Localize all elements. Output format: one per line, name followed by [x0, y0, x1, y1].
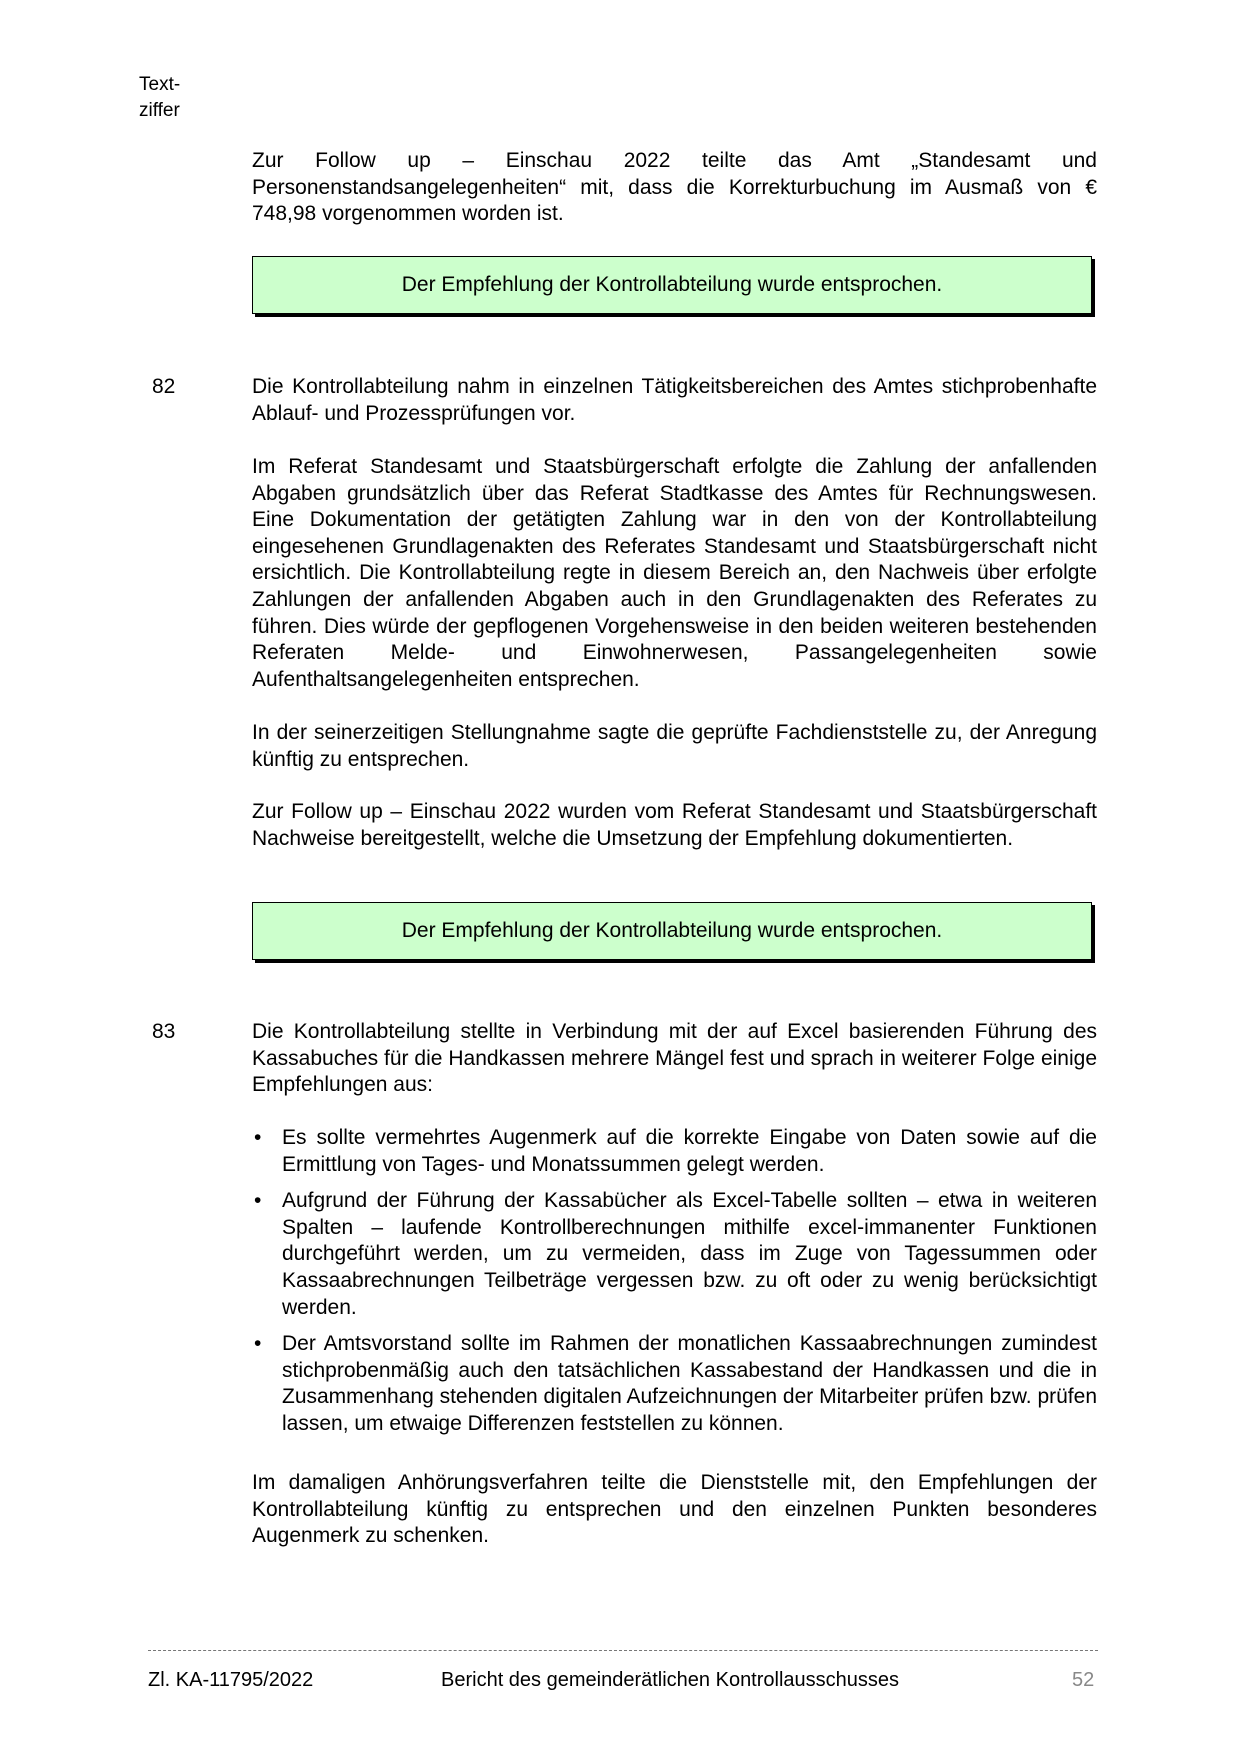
section-82-paragraph-2: Im Referat Standesamt und Staatsbürgerschaft erfolgte die Zahlung der anfallenden Abgaben grundsätzlich über das Referat Stadtkasse des Amtes für Rechnungswesen. Eine Dokumentation der getätigten Zahlung war in den von der Kontrollabteilung eingesehenen Grundlagenakten des Referates Standesamt und Staatsbürgerschaft nicht ersichtlich. Die Kontrollabteilung regte in diesem Bereich an, den Nachweis über erfolgte Zahlungen der anfallenden Abgaben auch in den Grundlagenakten des Referates zu führen. Dies würde der gepflogenen Vorgehensweise in den beiden weiteren bestehenden Referaten Melde- und Einwohnerwesen, Passangelegenheiten sowie Aufenthaltsangelegenheiten entsprechen. — [252, 455, 1097, 691]
footer-divider — [148, 1650, 1098, 1651]
section-83-bullet-list — [252, 1125, 1097, 1448]
footer-reference: Zl. KA-11795/2022 — [148, 1669, 314, 1691]
page-number: 52 — [1072, 1669, 1095, 1691]
footer-title: Bericht des gemeinderätlichen Kontrollausschusses — [441, 1669, 900, 1691]
bullet-icon: • — [254, 1189, 262, 1213]
list-item — [252, 1188, 1097, 1321]
list-item-text: Aufgrund der Führung der Kassabücher als Excel-Tabelle sollten – etwa in weiteren Spalten – laufende Kontrollberechnungen mithilfe excel-immanenter Funktionen durchgeführt werden, um zu vermeiden, dass im Zuge von Tagessummen oder Kassaabrechnungen Teilbeträge vergessen bzw. zu oft oder zu wenig berücksichtigt werden. — [282, 1189, 1097, 1319]
list-item — [252, 1331, 1097, 1437]
intro-paragraph: Zur Follow up – Einschau 2022 teilte das Amt „Standesamt und Personenstandsangelegenheiten“ mit, dass die Korrekturbuchung im Ausmaß von € 748,98 vorgenommen worden ist. — [252, 149, 1097, 226]
bullet-icon: • — [254, 1332, 262, 1356]
section-83-intro: Die Kontrollabteilung stellte in Verbindung mit der auf Excel basierenden Führung des Kassabuches für die Handkassen mehrere Mängel fest und sprach in weiterer Folge einige Empfehlungen aus: — [252, 1020, 1097, 1097]
list-item — [252, 1125, 1097, 1178]
list-item-text: Der Amtsvorstand sollte im Rahmen der monatlichen Kassaabrechnungen zumindest stichprobenmäßig auch den tatsächlichen Kassabestand der Handkassen und die in Zusammenhang stehenden digitalen Aufzeichnungen der Mitarbeiter prüfen bzw. prüfen lassen, um etwaige Differenzen feststellen zu können. — [282, 1332, 1097, 1435]
margin-label-textziffer: Text- ziffer — [139, 74, 181, 121]
section-82-paragraph-4: Zur Follow up – Einschau 2022 wurden vom Referat Standesamt und Staatsbürgerschaft Nachweise bereitgestellt, welche die Umsetzung der Empfehlung dokumentierten. — [252, 800, 1097, 850]
textziffer-82: 82 — [152, 375, 176, 398]
section-82-paragraph-3: In der seinerzeitigen Stellungnahme sagte die geprüfte Fachdienststelle zu, der Anregung künftig zu entsprechen. — [252, 721, 1097, 771]
bullet-icon: • — [254, 1126, 262, 1149]
list-item-text: Es sollte vermehrtes Augenmerk auf die korrekte Eingabe von Daten sowie auf die Ermittlung von Tages- und Monatssummen gelegt werden. — [282, 1126, 1097, 1176]
textziffer-83: 83 — [152, 1020, 176, 1043]
recommendation-box-2: Der Empfehlung der Kontrollabteilung wurde entsprochen. — [252, 902, 1092, 960]
section-83-closing: Im damaligen Anhörungsverfahren teilte die Dienststelle mit, den Empfehlungen der Kontrollabteilung künftig zu entsprechen und den einzelnen Punkten besonderes Augenmerk zu schenken. — [252, 1471, 1097, 1548]
section-82-paragraph-1: Die Kontrollabteilung nahm in einzelnen Tätigkeitsbereichen des Amtes stichprobenhafte Ablauf- und Prozessprüfungen vor. — [252, 375, 1097, 425]
recommendation-box-1: Der Empfehlung der Kontrollabteilung wurde entsprochen. — [252, 256, 1092, 314]
